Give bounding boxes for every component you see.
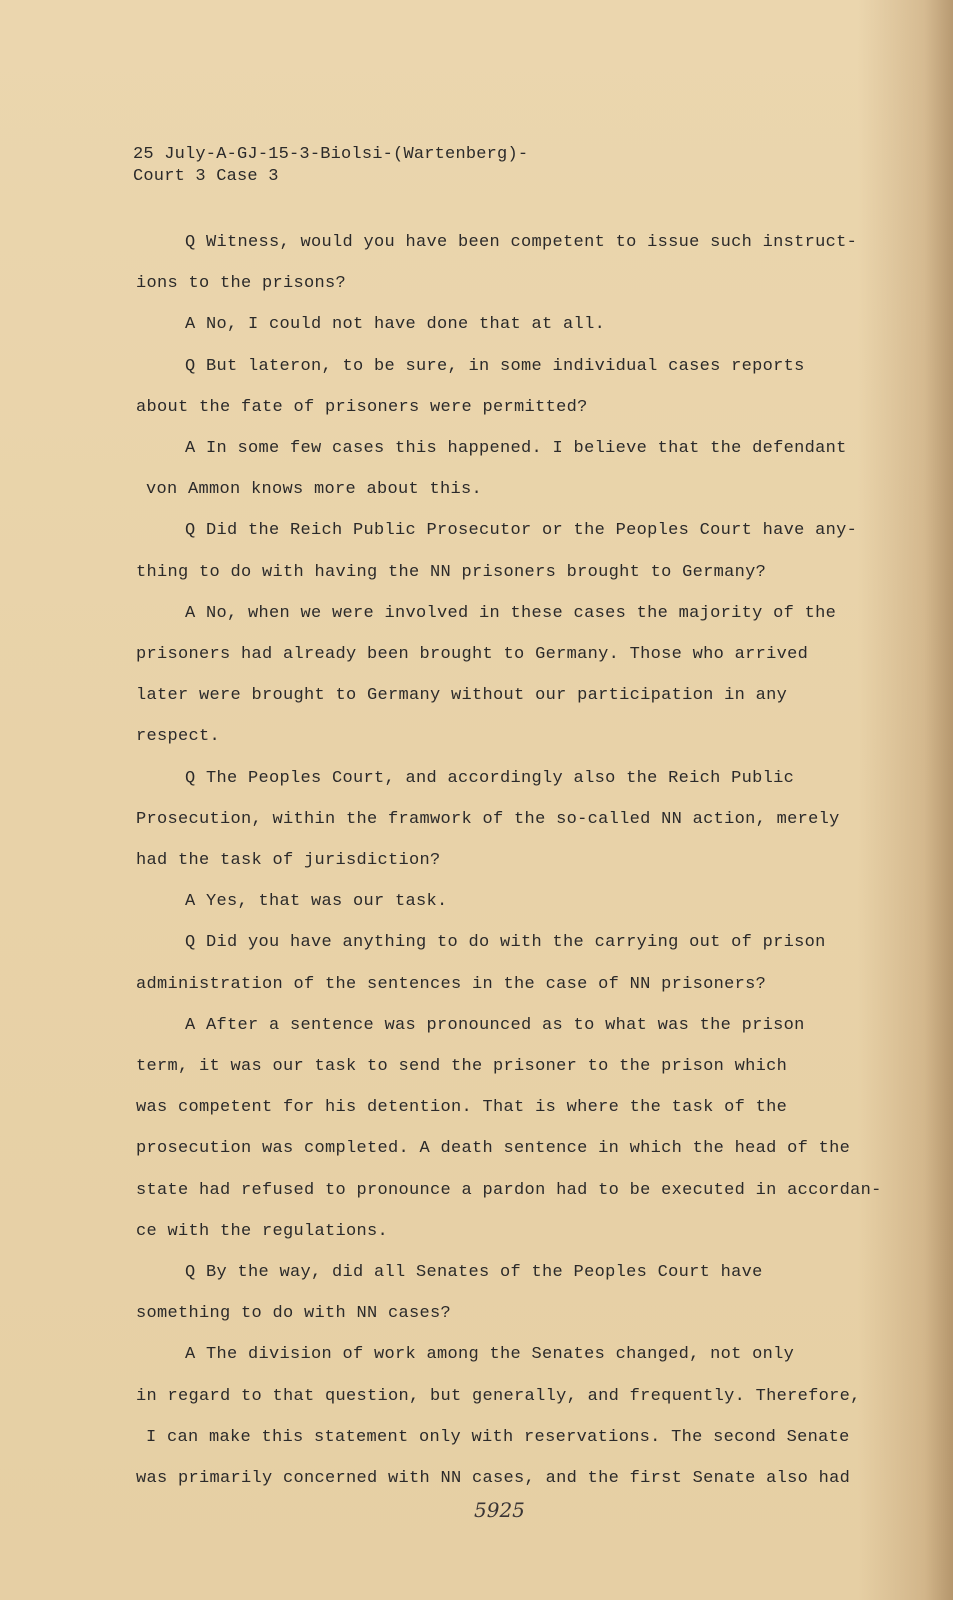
answer-line: A No, I could not have done that at all. xyxy=(185,315,606,335)
text-line: ce with the regulations. xyxy=(136,1221,389,1241)
question-line: Q By the way, did all Senates of the Peoples Court have xyxy=(185,1263,763,1283)
answer-line: A In some few cases this happened. I believe that the defendant xyxy=(185,439,847,459)
text-line: was primarily concerned with NN cases, and the first Senate also had xyxy=(136,1469,851,1489)
page-number: 5925 xyxy=(474,1498,525,1522)
transcript-body xyxy=(136,222,882,1499)
text-line: term, it was our task to send the prisoner to the prison which xyxy=(136,1057,788,1077)
text-line: later were brought to Germany without our participation in any xyxy=(136,686,788,706)
text-line: administration of the sentences in the case of NN prisoners? xyxy=(136,974,767,994)
answer-line: A No, when we were involved in these cases the majority of the xyxy=(185,603,837,623)
question-line: Q The Peoples Court, and accordingly also the Reich Public xyxy=(185,768,795,788)
answer-line: A The division of work among the Senates changed, not only xyxy=(185,1345,795,1365)
text-line: state had refused to pronounce a pardon had to be executed in accordan- xyxy=(136,1180,882,1200)
question-line: Q Witness, would you have been competent to issue such instruct- xyxy=(185,233,858,252)
question-line: Q Did you have anything to do with the carrying out of prison xyxy=(185,933,826,953)
text-line: I can make this statement only with reservations. The second Senate xyxy=(146,1427,850,1447)
question-line: Q Did the Reich Public Prosecutor or the Peoples Court have any- xyxy=(185,521,858,541)
text-line: about the fate of prisoners were permitted? xyxy=(136,397,588,417)
text-line: von Ammon knows more about this. xyxy=(146,480,483,500)
text-line: was competent for his detention. That is where the task of the xyxy=(136,1098,788,1118)
text-line: Prosecution, within the framwork of the so-called NN action, merely xyxy=(136,809,840,829)
answer-line: A After a sentence was pronounced as to what was the prison xyxy=(185,1015,805,1035)
text-line: thing to do with having the NN prisoners brought to Germany? xyxy=(136,562,767,582)
text-line: had the task of jurisdiction? xyxy=(136,851,441,871)
text-line: prisoners had already been brought to Germany. Those who arrived xyxy=(136,645,809,665)
header-line-1: 25 July-A-GJ-15-3-Biolsi-(Wartenberg)- xyxy=(133,145,529,164)
text-line: prosecution was completed. A death sentence in which the head of the xyxy=(136,1139,851,1159)
document-header xyxy=(133,144,528,188)
text-line: respect. xyxy=(136,727,221,747)
text-line: in regard to that question, but generally, and frequently. Therefore, xyxy=(136,1386,861,1406)
text-line: ions to the prisons? xyxy=(136,274,347,294)
text-line: something to do with NN cases? xyxy=(136,1304,452,1324)
question-line: Q But lateron, to be sure, in some individual cases reports xyxy=(185,356,805,376)
answer-line: A Yes, that was our task. xyxy=(185,892,448,912)
header-line-2: Court 3 Case 3 xyxy=(133,167,279,186)
